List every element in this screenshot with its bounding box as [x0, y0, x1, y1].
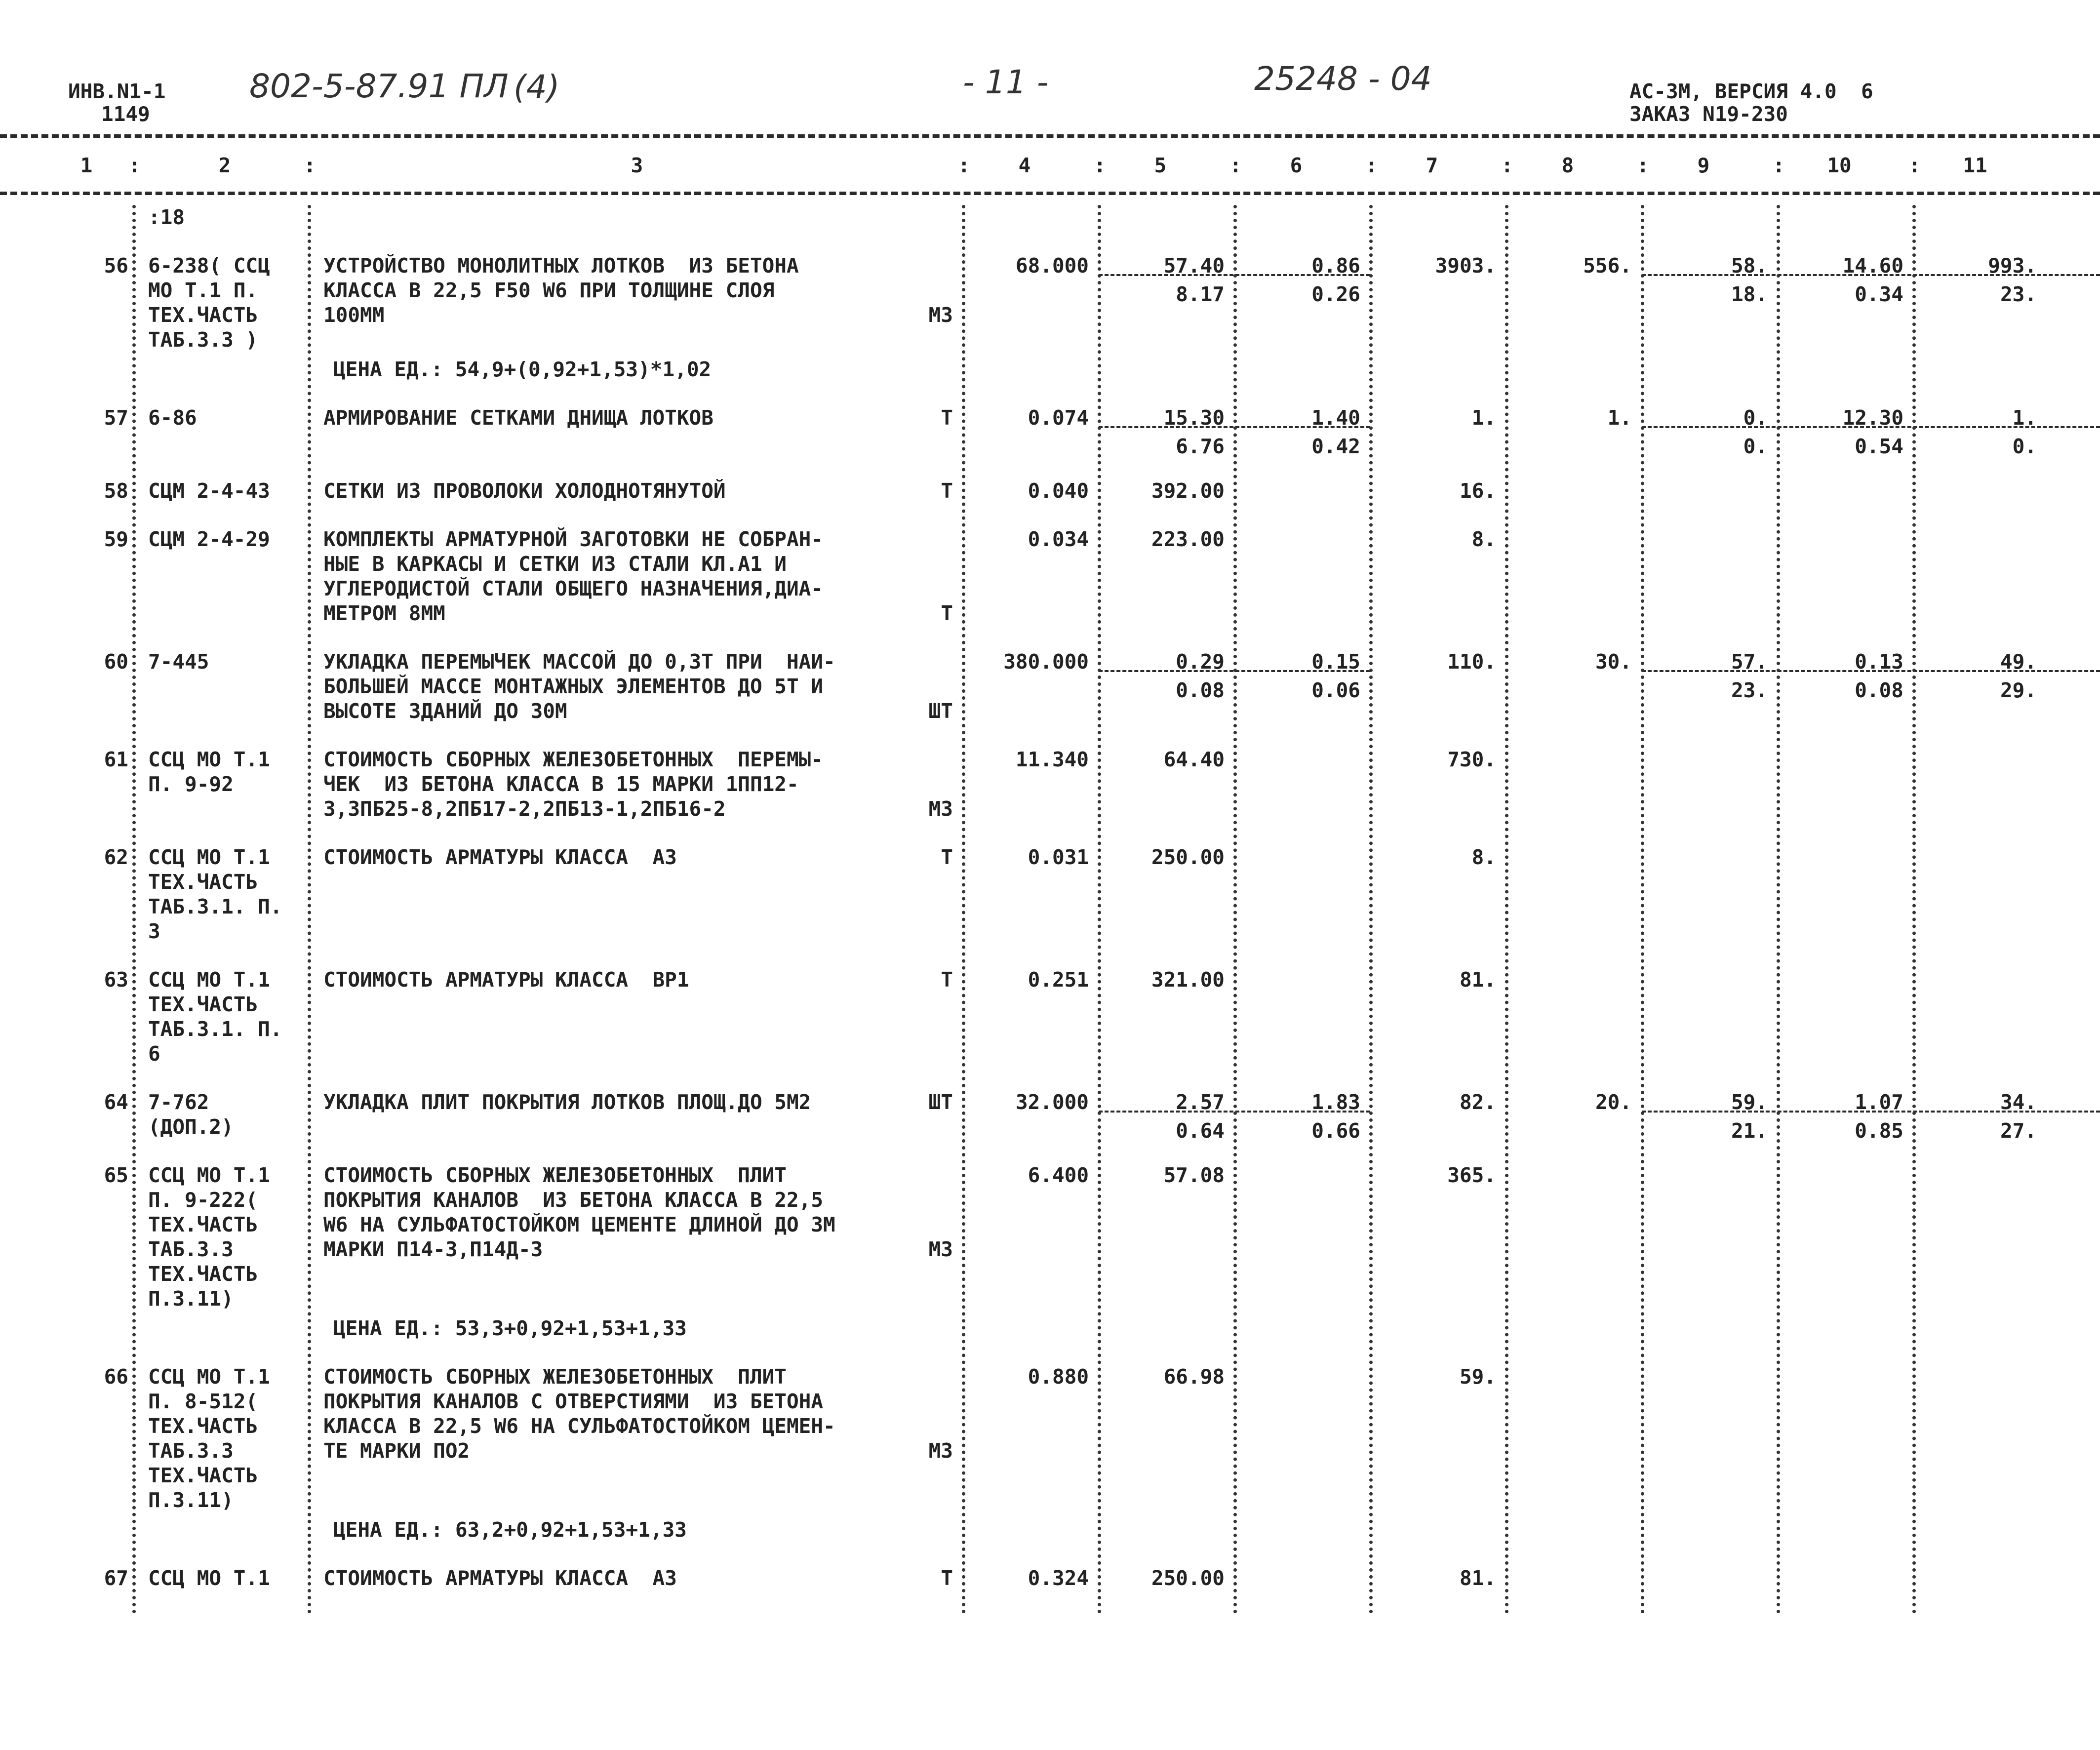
row-number: 66 — [104, 1365, 128, 1389]
column-divider — [1912, 205, 1916, 1614]
norm-code: (ДОП.2) — [148, 1115, 234, 1139]
work-description: ПОКРЫТИЯ КАНАЛОВ С ОТВЕРСТИЯМИ ИЗ БЕТОНА — [323, 1390, 824, 1413]
value-c7: 110. — [1447, 650, 1496, 674]
column-separator-mark: : — [1637, 154, 1649, 177]
subvalue-c10: 0.34 — [1855, 282, 1903, 306]
subvalue-c11: 23. — [2000, 282, 2037, 306]
separator-line — [0, 192, 2100, 195]
work-description: УГЛЕРОДИСТОЙ СТАЛИ ОБЩЕГО НАЗНАЧЕНИЯ,ДИА- — [323, 577, 824, 600]
subvalue-c5: 0.64 — [1176, 1119, 1225, 1143]
value-qty: 0.074 — [1028, 406, 1089, 430]
value-c9: 59. — [1731, 1090, 1768, 1114]
document-code: 802-5-87.91 ПЛ — [249, 67, 509, 105]
work-description: 3,3ПБ25-8,2ПБ17-2,2ПБ13-1,2ПБ16-2 — [323, 797, 726, 821]
work-description: СТОИМОСТЬ СБОРНЫХ ЖЕЛЕЗОБЕТОННЫХ ПЕРЕМЫ- — [323, 748, 824, 771]
column-divider — [1369, 205, 1373, 1614]
subvalue-c5: 6.76 — [1176, 435, 1225, 458]
subvalue-c6: 0.06 — [1311, 678, 1360, 702]
value-c9: 57. — [1731, 650, 1768, 674]
unit: Т — [941, 601, 953, 625]
norm-code: 6-238( ССЦ — [148, 254, 270, 278]
unit: Т — [941, 479, 953, 503]
work-description: W6 НА СУЛЬФАТОСТОЙКОМ ЦЕМЕНТЕ ДЛИНОЙ ДО 3М — [323, 1213, 835, 1236]
subtotal-rule — [1642, 426, 2100, 428]
value-c8: 30. — [1595, 650, 1632, 674]
norm-code: ТЕХ.ЧАСТЬ — [148, 1262, 258, 1286]
work-description: МЕТРОМ 8ММ — [323, 601, 445, 625]
subvalue-c10: 0.85 — [1855, 1119, 1903, 1143]
subvalue-c10: 0.54 — [1855, 435, 1903, 458]
column-separator-mark: : — [1908, 154, 1921, 177]
value-c7: 8. — [1471, 845, 1496, 869]
row-number: 57 — [104, 406, 128, 430]
norm-code: ССЦ МО Т.1 — [148, 845, 270, 869]
value-qty: 0.034 — [1028, 527, 1089, 551]
value-qty: 0.880 — [1028, 1365, 1089, 1389]
value-qty: 0.031 — [1028, 845, 1089, 869]
norm-code: 6-86 — [148, 406, 197, 430]
row-number: 63 — [104, 968, 128, 992]
column-separator-mark: : — [958, 154, 970, 177]
unit: ШТ — [928, 1090, 953, 1114]
subvalue-c9: 21. — [1731, 1119, 1768, 1143]
value-c5: 66.98 — [1163, 1365, 1225, 1389]
work-description: УКЛАДКА ПЕРЕМЫЧЕК МАССОЙ ДО 0,3Т ПРИ НАИ- — [323, 650, 835, 674]
work-description: КЛАССА В 22,5 W6 НА СУЛЬФАТОСТОЙКОМ ЦЕМЕН- — [323, 1414, 835, 1438]
value-qty: 0.040 — [1028, 479, 1089, 503]
work-description: МАРКИ П14-3,П14Д-3 — [323, 1237, 543, 1261]
subtotal-rule — [1642, 274, 2100, 276]
program-version: АС-3М, ВЕРСИЯ 4.0 6 — [1629, 80, 1873, 103]
norm-code: СЦМ 2-4-43 — [148, 479, 270, 503]
value-c6: 0.15 — [1311, 650, 1360, 674]
value-c5: 250.00 — [1151, 845, 1225, 869]
column-number-11: 11 — [1963, 154, 1987, 177]
norm-code: 6 — [148, 1042, 160, 1066]
norm-code: ТАБ.3.3 — [148, 1439, 234, 1463]
norm-code: П.3.11) — [148, 1287, 234, 1311]
norm-code: П. 9-92 — [148, 772, 234, 796]
subvalue-c9: 23. — [1731, 678, 1768, 702]
norm-code: 3 — [148, 919, 160, 943]
norm-code: ТАБ.3.3 ) — [148, 328, 258, 352]
norm-code: ТАБ.3.1. П. — [148, 1017, 282, 1041]
value-c6: 0.86 — [1311, 254, 1360, 278]
document-part: (4) — [514, 68, 560, 106]
column-separator-mark: : — [1365, 154, 1378, 177]
value-c5: 0.29 — [1176, 650, 1225, 674]
norm-code: ТЕХ.ЧАСТЬ — [148, 993, 258, 1016]
value-c5: 223.00 — [1151, 527, 1225, 551]
column-number-5: 5 — [1154, 154, 1167, 177]
unit: Т — [941, 968, 953, 992]
norm-code: ТЕХ.ЧАСТЬ — [148, 303, 258, 327]
row-number: 65 — [104, 1163, 128, 1187]
value-c7: 81. — [1459, 1566, 1496, 1590]
column-number-10: 10 — [1827, 154, 1852, 177]
value-c7: 81. — [1459, 968, 1496, 992]
value-c7: 82. — [1459, 1090, 1496, 1114]
subvalue-c10: 0.08 — [1855, 678, 1903, 702]
norm-code: ТЕХ.ЧАСТЬ — [148, 870, 258, 894]
unit: ШТ — [928, 699, 953, 723]
column-number-9: 9 — [1697, 154, 1710, 177]
norm-code: П. 8-512( — [148, 1390, 258, 1413]
value-c7: 730. — [1447, 748, 1496, 771]
norm-code: ТАБ.3.1. П. — [148, 895, 282, 918]
row-number: 59 — [104, 527, 128, 551]
norm-code: МО Т.1 П. — [148, 278, 258, 302]
value-c8: 1. — [1607, 406, 1632, 430]
unit: Т — [941, 845, 953, 869]
unit: М3 — [928, 1439, 953, 1463]
value-qty: 0.251 — [1028, 968, 1089, 992]
work-description: НЫЕ В КАРКАСЫ И СЕТКИ ИЗ СТАЛИ КЛ.А1 И — [323, 552, 787, 576]
subvalue-c11: 29. — [2000, 678, 2037, 702]
value-c9: 0. — [1743, 406, 1768, 430]
value-c5: 392.00 — [1151, 479, 1225, 503]
work-description: КЛАССА В 22,5 F50 W6 ПРИ ТОЛЩИНЕ СЛОЯ — [323, 278, 775, 302]
unit: М3 — [928, 1237, 953, 1261]
value-c5: 250.00 — [1151, 1566, 1225, 1590]
separator-line — [0, 134, 2100, 138]
value-qty: 6.400 — [1028, 1163, 1089, 1187]
work-description: УКЛАДКА ПЛИТ ПОКРЫТИЯ ЛОТКОВ ПЛОЩ.ДО 5М2 — [323, 1090, 811, 1114]
subvalue-c11: 27. — [2000, 1119, 2037, 1143]
work-description: СТОИМОСТЬ АРМАТУРЫ КЛАССА А3 — [323, 1566, 677, 1590]
unit: М3 — [928, 303, 953, 327]
unit: Т — [941, 406, 953, 430]
column-separator-mark: : — [1773, 154, 1785, 177]
row-number: 60 — [104, 650, 128, 674]
work-description: УСТРОЙСТВО МОНОЛИТНЫХ ЛОТКОВ ИЗ БЕТОНА — [323, 254, 799, 278]
registration-number: 25248 - 04 — [1254, 60, 1432, 98]
value-c5: 321.00 — [1151, 968, 1225, 992]
norm-code: ССЦ МО Т.1 — [148, 1566, 270, 1590]
column-number-8: 8 — [1561, 154, 1574, 177]
work-description: СЕТКИ ИЗ ПРОВОЛОКИ ХОЛОДНОТЯНУТОЙ — [323, 479, 726, 503]
norm-code: ССЦ МО Т.1 — [148, 968, 270, 992]
norm-code: ССЦ МО Т.1 — [148, 1365, 270, 1389]
unit-price-formula: ЦЕНА ЕД.: 54,9+(0,92+1,53)*1,02 — [333, 358, 712, 381]
subvalue-c9: 0. — [1743, 435, 1768, 458]
value-c5: 57.40 — [1163, 254, 1225, 278]
unit-price-formula: ЦЕНА ЕД.: 53,3+0,92+1,53+1,33 — [333, 1316, 687, 1340]
unit: М3 — [928, 797, 953, 821]
column-separator-mark: : — [1501, 154, 1513, 177]
work-description: 100ММ — [323, 303, 385, 327]
row-number: 58 — [104, 479, 128, 503]
work-description: ТЕ МАРКИ ПО2 — [323, 1439, 470, 1463]
column-divider — [1641, 205, 1644, 1614]
work-description: ПОКРЫТИЯ КАНАЛОВ ИЗ БЕТОНА КЛАССА В 22,5 — [323, 1188, 824, 1212]
value-c7: 8. — [1471, 527, 1496, 551]
norm-code: ТЕХ.ЧАСТЬ — [148, 1464, 258, 1487]
subvalue-c9: 18. — [1731, 282, 1768, 306]
column-separator-mark: : — [1229, 154, 1242, 177]
norm-code: ТЕХ.ЧАСТЬ — [148, 1213, 258, 1236]
subvalue-c5: 8.17 — [1176, 282, 1225, 306]
work-description: КОМПЛЕКТЫ АРМАТУРНОЙ ЗАГОТОВКИ НЕ СОБРАН- — [323, 527, 824, 551]
column-divider — [1233, 205, 1237, 1614]
value-c8: 556. — [1583, 254, 1632, 278]
row-number: 56 — [104, 254, 128, 278]
norm-code: ТЕХ.ЧАСТЬ — [148, 1414, 258, 1438]
row-number: 64 — [104, 1090, 128, 1114]
norm-code: 7-445 — [148, 650, 209, 674]
value-qty: 32.000 — [1015, 1090, 1089, 1114]
value-c10: 0.13 — [1855, 650, 1903, 674]
subvalue-c11: 0. — [2012, 435, 2037, 458]
value-c7: 365. — [1447, 1163, 1496, 1187]
column-divider — [1505, 205, 1508, 1614]
column-separator-mark: : — [1094, 154, 1106, 177]
value-c7: 1. — [1471, 406, 1496, 430]
norm-code: ССЦ МО Т.1 — [148, 1163, 270, 1187]
norm-code: 7-762 — [148, 1090, 209, 1114]
subvalue-c6: 0.66 — [1311, 1119, 1360, 1143]
value-qty: 380.000 — [1003, 650, 1089, 674]
column-separator-mark: : — [128, 154, 141, 177]
subtotal-rule — [1642, 1111, 2100, 1113]
value-c7: 3903. — [1435, 254, 1496, 278]
norm-code: ТАБ.3.3 — [148, 1237, 234, 1261]
work-description: АРМИРОВАНИЕ СЕТКАМИ ДНИЩА ЛОТКОВ — [323, 406, 713, 430]
column-divider — [308, 205, 311, 1614]
column-number-7: 7 — [1426, 154, 1438, 177]
value-c6: 1.83 — [1311, 1090, 1360, 1114]
work-description: СТОИМОСТЬ АРМАТУРЫ КЛАССА ВР1 — [323, 968, 689, 992]
value-c9: 58. — [1731, 254, 1768, 278]
column-divider — [132, 205, 136, 1614]
inventory-label: ИНВ.N1-1 — [68, 80, 166, 103]
row-number: 67 — [104, 1566, 128, 1590]
column-number-3: 3 — [631, 154, 643, 177]
column-separator-mark: : — [304, 154, 316, 177]
value-c10: 12.30 — [1842, 406, 1903, 430]
row-number: 61 — [104, 748, 128, 771]
work-description: СТОИМОСТЬ СБОРНЫХ ЖЕЛЕЗОБЕТОННЫХ ПЛИТ — [323, 1365, 787, 1389]
value-c11: 34. — [2000, 1090, 2037, 1114]
value-c5: 57.08 — [1163, 1163, 1225, 1187]
subvalue-c6: 0.26 — [1311, 282, 1360, 306]
inventory-number: 1149 — [101, 102, 150, 126]
order-number: ЗАКАЗ N19-230 — [1629, 102, 1788, 126]
column-number-2: 2 — [218, 154, 231, 177]
unit-price-formula: ЦЕНА ЕД.: 63,2+0,92+1,53+1,33 — [333, 1518, 687, 1542]
value-c11: 49. — [2000, 650, 2037, 674]
value-c8: 20. — [1595, 1090, 1632, 1114]
value-c11: 1. — [2012, 406, 2037, 430]
norm-code: :18 — [148, 205, 185, 229]
column-number-6: 6 — [1290, 154, 1303, 177]
value-c10: 14.60 — [1842, 254, 1903, 278]
column-divider — [962, 205, 965, 1614]
norm-code: СЦМ 2-4-29 — [148, 527, 270, 551]
value-c5: 2.57 — [1176, 1090, 1225, 1114]
column-divider — [1777, 205, 1780, 1614]
work-description: БОЛЬШЕЙ МАССЕ МОНТАЖНЫХ ЭЛЕМЕНТОВ ДО 5Т И — [323, 675, 824, 698]
work-description: СТОИМОСТЬ АРМАТУРЫ КЛАССА А3 — [323, 845, 677, 869]
page-number: - 11 - — [963, 63, 1049, 101]
norm-code: ССЦ МО Т.1 — [148, 748, 270, 771]
row-number: 62 — [104, 845, 128, 869]
value-c6: 1.40 — [1311, 406, 1360, 430]
work-description: ЧЕК ИЗ БЕТОНА КЛАССА В 15 МАРКИ 1ПП12- — [323, 772, 799, 796]
value-c10: 1.07 — [1855, 1090, 1903, 1114]
value-qty: 68.000 — [1015, 254, 1089, 278]
work-description: ВЫСОТЕ ЗДАНИЙ ДО 30М — [323, 699, 567, 723]
column-number-4: 4 — [1018, 154, 1031, 177]
column-number-1: 1 — [80, 154, 93, 177]
value-c7: 59. — [1459, 1365, 1496, 1389]
subvalue-c6: 0.42 — [1311, 435, 1360, 458]
column-divider — [1098, 205, 1101, 1614]
value-c11: 993. — [1988, 254, 2037, 278]
work-description: СТОИМОСТЬ СБОРНЫХ ЖЕЛЕЗОБЕТОННЫХ ПЛИТ — [323, 1163, 787, 1187]
norm-code: П. 9-222( — [148, 1188, 258, 1212]
value-qty: 11.340 — [1015, 748, 1089, 771]
subvalue-c5: 0.08 — [1176, 678, 1225, 702]
value-c5: 64.40 — [1163, 748, 1225, 771]
value-c7: 16. — [1459, 479, 1496, 503]
value-c5: 15.30 — [1163, 406, 1225, 430]
unit: Т — [941, 1566, 953, 1590]
norm-code: П.3.11) — [148, 1488, 234, 1512]
value-qty: 0.324 — [1028, 1566, 1089, 1590]
subtotal-rule — [1642, 670, 2100, 672]
